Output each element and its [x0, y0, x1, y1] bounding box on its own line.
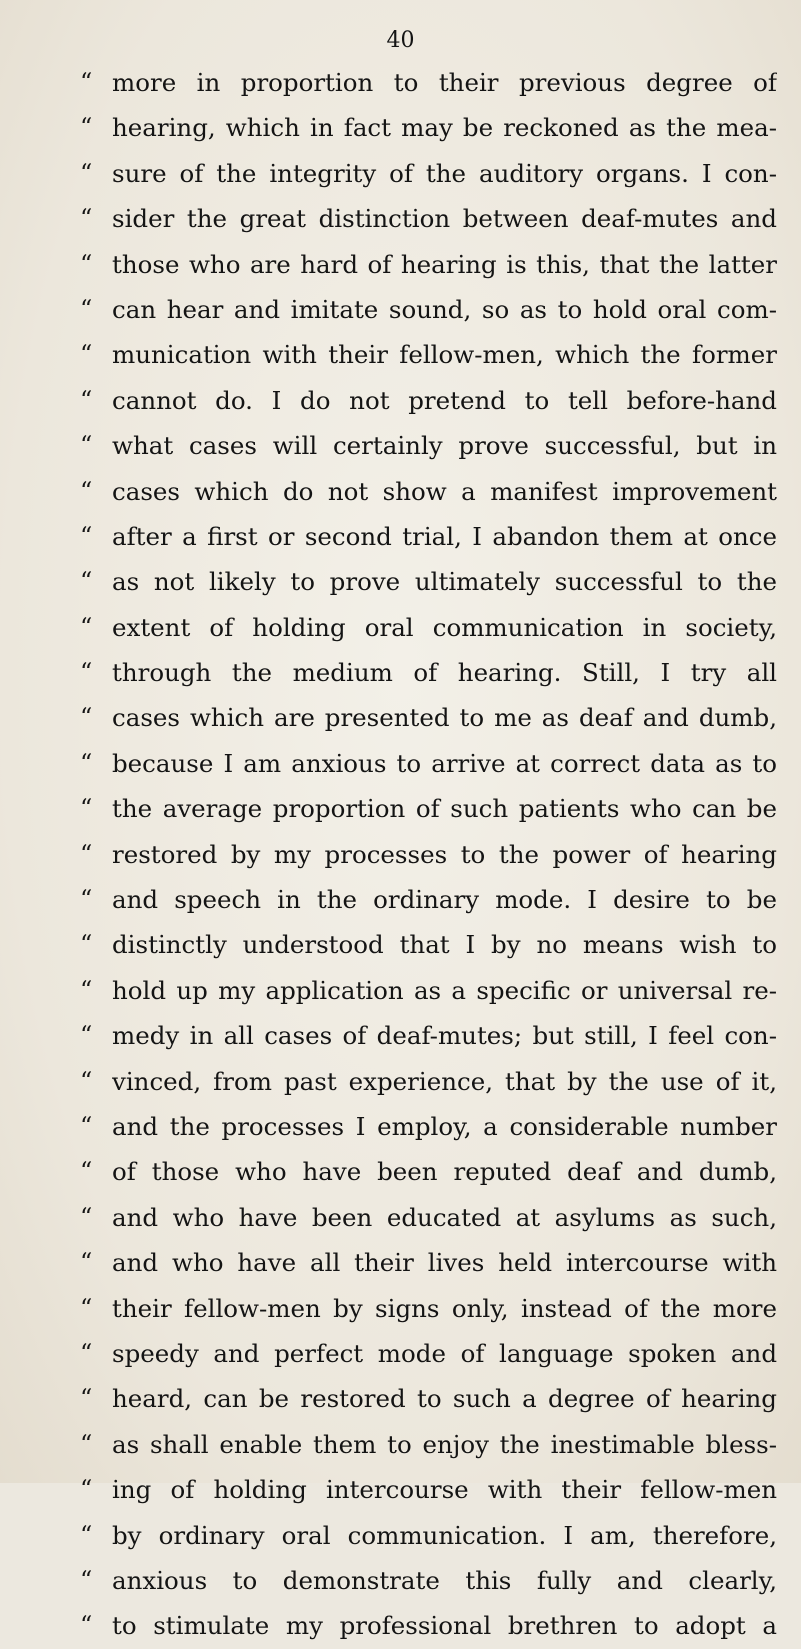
quote-mark: “ — [80, 294, 93, 323]
text-line — [0, 922, 801, 967]
text-line — [0, 1240, 801, 1285]
text-line — [0, 968, 801, 1013]
line-text: cases which do not show a manifest improvement — [112, 476, 777, 506]
quote-mark: “ — [80, 930, 93, 959]
line-text: what cases will certainly prove successful, but in — [112, 431, 777, 461]
quote-mark: “ — [80, 1384, 93, 1413]
line-text: extent of holding oral communication in society, — [112, 612, 777, 642]
quote-mark: “ — [80, 1248, 93, 1277]
text-line — [0, 1059, 801, 1104]
page-number: 40 — [386, 28, 415, 53]
line-text: of those who have been reputed deaf and dumb, — [112, 1157, 777, 1187]
quote-mark: “ — [80, 158, 93, 187]
line-text: speedy and perfect mode of language spoken and — [112, 1338, 777, 1368]
text-line — [0, 1331, 801, 1376]
text-line — [0, 469, 801, 514]
quote-mark: “ — [80, 885, 93, 914]
line-text: can hear and imitate sound, so as to hold oral com- — [112, 294, 777, 324]
text-line — [0, 1513, 801, 1558]
line-text: sure of the integrity of the auditory organs. I con- — [112, 158, 777, 188]
text-line — [0, 242, 801, 287]
text-line — [0, 1376, 801, 1421]
quote-mark: “ — [80, 68, 93, 96]
line-text: anxious to demonstrate this fully and clearly, — [112, 1565, 777, 1595]
quote-mark: “ — [80, 748, 93, 777]
quote-mark: “ — [80, 1111, 93, 1140]
line-text: as shall enable them to enjoy the inestimable bless- — [112, 1429, 777, 1459]
text-line — [0, 650, 801, 695]
quote-mark: “ — [80, 839, 93, 868]
quote-mark: “ — [80, 476, 93, 505]
line-text: and the processes I employ, a considerable number — [112, 1111, 777, 1141]
text-line — [0, 151, 801, 196]
text-line — [0, 423, 801, 468]
quote-mark: “ — [80, 975, 93, 1004]
line-text: after a first or second trial, I abandon them at once — [112, 521, 777, 551]
text-line — [0, 559, 801, 604]
line-text: restored by my processes to the power of hearing — [112, 839, 777, 869]
text-line — [0, 786, 801, 831]
quote-mark: “ — [80, 204, 93, 233]
line-text: those who are hard of hearing is this, that the latter — [112, 249, 777, 279]
quote-mark: “ — [80, 1338, 93, 1367]
text-line — [0, 332, 801, 377]
quote-mark: “ — [80, 1066, 93, 1095]
quote-mark: “ — [80, 612, 93, 641]
line-text: more in proportion to their previous degree of — [112, 68, 777, 97]
line-text: hearing, which in fact may be reckoned as the mea- — [112, 113, 777, 143]
line-text: hold up my application as a specific or universal re- — [112, 975, 777, 1005]
quote-mark: “ — [80, 1202, 93, 1231]
quote-mark: “ — [80, 1157, 93, 1186]
quote-mark: “ — [80, 567, 93, 596]
quote-mark: “ — [80, 1611, 93, 1640]
text-line — [0, 287, 801, 332]
text-line — [0, 196, 801, 241]
quote-mark: “ — [80, 385, 93, 414]
text-line — [0, 105, 801, 150]
quote-mark: “ — [80, 340, 93, 369]
text-line — [0, 1467, 801, 1512]
line-text: and who have been educated at asylums as such, — [112, 1202, 777, 1232]
quote-mark: “ — [80, 658, 93, 687]
line-text: sider the great distinction between deaf-mutes and — [112, 204, 777, 234]
line-text: and who have all their lives held intercourse with — [112, 1248, 777, 1278]
quote-mark: “ — [80, 249, 93, 278]
quote-mark: “ — [80, 431, 93, 460]
line-text: heard, can be restored to such a degree of hearing — [112, 1384, 777, 1414]
text-line — [0, 695, 801, 740]
quote-mark: “ — [80, 1021, 93, 1050]
text-line — [0, 877, 801, 922]
line-text: because I am anxious to arrive at correct data as to — [112, 748, 777, 778]
line-text: medy in all cases of deaf-mutes; but still, I feel con- — [112, 1021, 777, 1051]
quote-mark: “ — [80, 1293, 93, 1322]
text-line — [0, 1422, 801, 1467]
quote-mark: “ — [80, 794, 93, 823]
quote-mark: “ — [80, 521, 93, 550]
text-line — [0, 605, 801, 650]
line-text: the average proportion of such patients who can be — [112, 794, 777, 824]
body-text — [0, 60, 801, 1649]
text-line — [0, 514, 801, 559]
text-line — [0, 741, 801, 786]
text-line — [0, 378, 801, 423]
line-text: ing of holding intercourse with their fellow-men — [112, 1475, 777, 1505]
line-text: munication with their fellow-men, which the former — [112, 340, 777, 370]
text-line — [0, 1603, 801, 1648]
text-line — [0, 1013, 801, 1058]
line-text: cannot do. I do not pretend to tell before-hand — [112, 385, 777, 415]
line-text: by ordinary oral communication. I am, therefore, — [112, 1520, 777, 1550]
line-text: through the medium of hearing. Still, I try all — [112, 658, 777, 688]
line-text: cases which are presented to me as deaf and dumb, — [112, 703, 777, 733]
line-text: their fellow-men by signs only, instead of the more — [112, 1293, 777, 1323]
text-line — [0, 1558, 801, 1603]
text-line — [0, 1286, 801, 1331]
line-text: and speech in the ordinary mode. I desire to be — [112, 885, 777, 915]
text-line — [0, 60, 801, 105]
quote-mark: “ — [80, 1565, 93, 1594]
text-line — [0, 1195, 801, 1240]
text-line — [0, 832, 801, 877]
line-text: as not likely to prove ultimately successful to the — [112, 567, 777, 597]
quote-mark: “ — [80, 113, 93, 142]
quote-mark: “ — [80, 1429, 93, 1458]
line-text: distinctly understood that I by no means wish to — [112, 930, 777, 960]
line-text: to stimulate my professional brethren to adopt a — [112, 1611, 777, 1641]
text-line — [0, 1149, 801, 1194]
quote-mark: “ — [80, 1520, 93, 1549]
text-line — [0, 1104, 801, 1149]
quote-mark: “ — [80, 1475, 93, 1504]
line-text: vinced, from past experience, that by the use of it, — [112, 1066, 777, 1096]
quote-mark: “ — [80, 703, 93, 732]
